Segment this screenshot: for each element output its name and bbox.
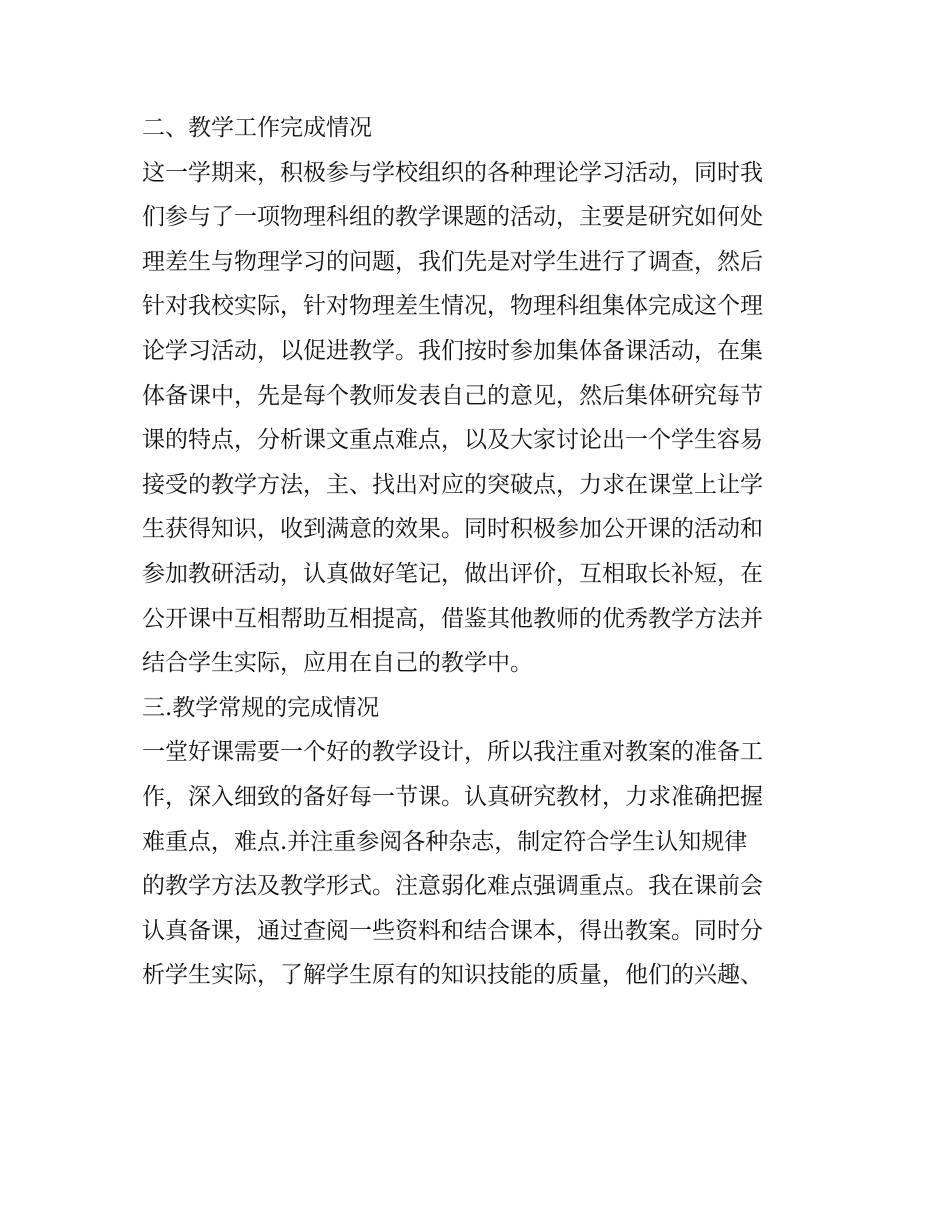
paragraph-line: 难重点，难点.并注重参阅各种杂志，制定符合学生认知规律: [142, 828, 748, 855]
paragraph-line: 接受的教学方法，主、找出对应的突破点，力求在课堂上让学: [142, 471, 763, 498]
paragraph-line: 论学习活动，以促进教学。我们按时参加集体备课活动，在集: [142, 337, 763, 364]
paragraph-line: 参加教研活动，认真做好笔记，做出评价，互相取长补短，在: [142, 560, 763, 587]
section-heading-2: 二、教学工作完成情况: [142, 115, 372, 141]
document-body: [142, 106, 822, 998]
paragraph-line: 体备课中，先是每个教师发表自己的意见，然后集体研究每节: [142, 382, 763, 409]
paragraph-line: 的教学方法及教学形式。注意弱化难点强调重点。我在课前会: [142, 873, 763, 900]
paragraph-line: 作，深入细致的备好每一节课。认真研究教材，力求准确把握: [142, 783, 763, 810]
paragraph-line: 结合学生实际，应用在自己的教学中。: [142, 650, 533, 677]
paragraph-line: 析学生实际，了解学生原有的知识技能的质量，他们的兴趣、: [142, 962, 763, 989]
paragraph-line: 一堂好课需要一个好的教学设计，所以我注重对教案的准备工: [142, 739, 763, 766]
paragraph-line: 理差生与物理学习的问题，我们先是对学生进行了调查，然后: [142, 248, 763, 275]
paragraph-line: 课的特点，分析课文重点难点，以及大家讨论出一个学生容易: [142, 427, 763, 454]
section-heading-3: 三.教学常规的完成情况: [142, 694, 380, 721]
paragraph-line: 生获得知识，收到满意的效果。同时积极参加公开课的活动和: [142, 516, 763, 543]
paragraph-line: 针对我校实际，针对物理差生情况，物理科组集体完成这个理: [142, 293, 763, 320]
paragraph-line: 们参与了一项物理科组的教学课题的活动，主要是研究如何处: [142, 204, 763, 231]
paragraph-line: 认真备课，通过查阅一些资料和结合课本，得出教案。同时分: [142, 917, 763, 944]
paragraph-line: 公开课中互相帮助互相提高，借鉴其他教师的优秀教学方法并: [142, 605, 763, 632]
paragraph-line: 这一学期来，积极参与学校组织的各种理论学习活动，同时我: [142, 159, 763, 186]
